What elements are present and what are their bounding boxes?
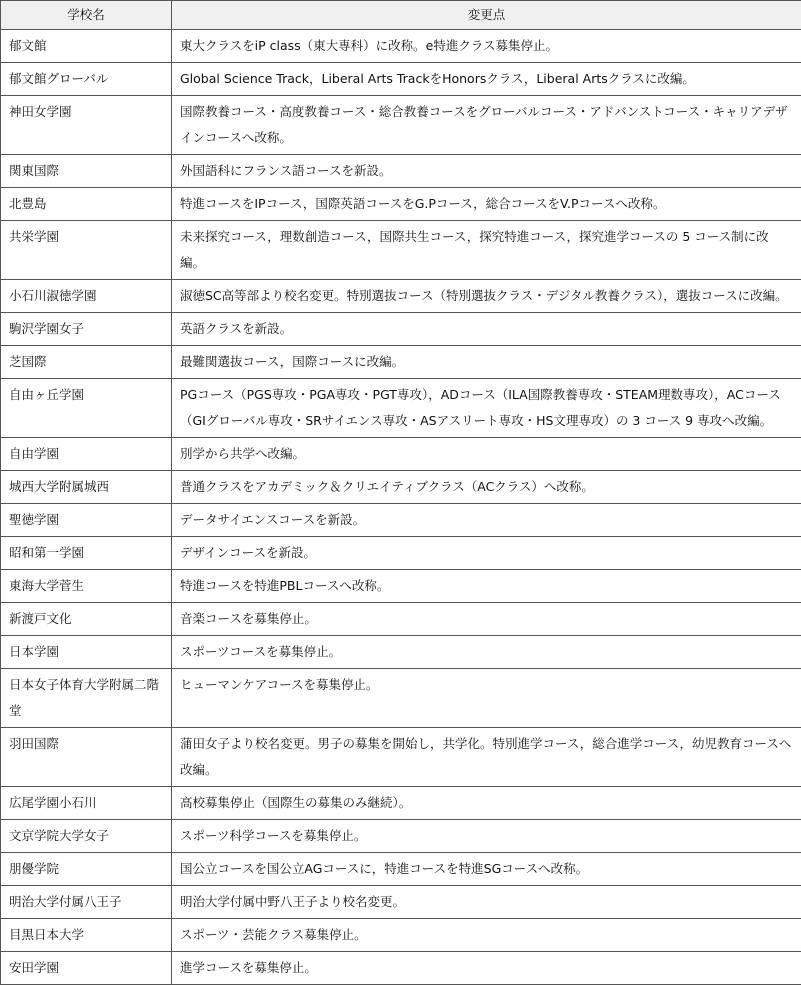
change-description: 明治大学付属中野八王子より校名変更。: [172, 886, 801, 919]
change-description: 進学コースを募集停止。: [172, 952, 801, 985]
table-row: [1, 853, 801, 886]
table-row: [1, 728, 801, 787]
table-row: [1, 280, 801, 313]
school-name: 目黒日本大学: [1, 919, 172, 952]
school-name: 昭和第一学園: [1, 537, 172, 570]
school-name: 芝国際: [1, 346, 172, 379]
table-row: [1, 221, 801, 280]
school-name: 朋優学院: [1, 853, 172, 886]
school-name: 郁文館: [1, 30, 172, 63]
change-description: データサイエンスコースを新設。: [172, 504, 801, 537]
change-description: 東大クラスをiP class（東大専科）に改称。e特進クラス募集停止。: [172, 30, 801, 63]
table-row: [1, 919, 801, 952]
table-row: [1, 96, 801, 155]
school-name: 新渡戸文化: [1, 603, 172, 636]
change-description: 未来探究コース，理数創造コース，国際共生コース，探究特進コース，探究進学コースの 5 コース制に改編。: [172, 221, 801, 280]
table-row: [1, 570, 801, 603]
table-row: [1, 886, 801, 919]
school-name: 小石川淑徳学園: [1, 280, 172, 313]
change-description: 淑徳SC高等部より校名変更。特別選抜コース（特別選抜クラス・デジタル教養クラス），選抜コースに改編。: [172, 280, 801, 313]
change-description: デザインコースを新設。: [172, 537, 801, 570]
change-description: 特進コースをIPコース，国際英語コースをG.Pコース，総合コースをV.Pコースへ改称。: [172, 188, 801, 221]
header-change: 変更点: [172, 1, 801, 30]
school-name: 自由ヶ丘学園: [1, 379, 172, 438]
school-name: 聖徳学園: [1, 504, 172, 537]
school-name: 文京学院大学女子: [1, 820, 172, 853]
school-name: 明治大学付属八王子: [1, 886, 172, 919]
school-name: 城西大学附属城西: [1, 471, 172, 504]
change-description: 特進コースを特進PBLコースへ改称。: [172, 570, 801, 603]
change-description: 国際教養コース・高度教養コース・総合教養コースをグローバルコース・アドバンストコース・キャリアデザインコースへ改称。: [172, 96, 801, 155]
school-name: 郁文館グローバル: [1, 63, 172, 96]
table-row: [1, 504, 801, 537]
table-row: [1, 63, 801, 96]
change-description: ヒューマンケアコースを募集停止。: [172, 669, 801, 728]
change-description: 高校募集停止（国際生の募集のみ継続）。: [172, 787, 801, 820]
school-name: 広尾学園小石川: [1, 787, 172, 820]
table-row: [1, 636, 801, 669]
table-row: [1, 787, 801, 820]
change-description: 蒲田女子より校名変更。男子の募集を開始し，共学化。特別進学コース，総合進学コース，幼児教育コースへ改編。: [172, 728, 801, 787]
school-name: 関東国際: [1, 155, 172, 188]
table-row: [1, 30, 801, 63]
table-row: [1, 952, 801, 985]
table-row: [1, 438, 801, 471]
table-row: [1, 820, 801, 853]
table-row: [1, 471, 801, 504]
school-name: 駒沢学園女子: [1, 313, 172, 346]
change-description: 普通クラスをアカデミック＆クリエイティブクラス（ACクラス）へ改称。: [172, 471, 801, 504]
table-row: [1, 313, 801, 346]
change-description: スポーツ・芸能クラス募集停止。: [172, 919, 801, 952]
change-description: 国公立コースを国公立AGコースに，特進コースを特進SGコースへ改称。: [172, 853, 801, 886]
table-row: [1, 603, 801, 636]
change-description: 別学から共学へ改編。: [172, 438, 801, 471]
change-description: 最難関選抜コース，国際コースに改編。: [172, 346, 801, 379]
school-name: 日本女子体育大学附属二階堂: [1, 669, 172, 728]
change-description: 外国語科にフランス語コースを新設。: [172, 155, 801, 188]
table-row: [1, 537, 801, 570]
school-name: 共栄学園: [1, 221, 172, 280]
school-name: 自由学園: [1, 438, 172, 471]
change-description: 英語クラスを新設。: [172, 313, 801, 346]
school-name: 日本学園: [1, 636, 172, 669]
change-description: スポーツコースを募集停止。: [172, 636, 801, 669]
table-row: [1, 669, 801, 728]
change-description: スポーツ科学コースを募集停止。: [172, 820, 801, 853]
school-name: 神田女学園: [1, 96, 172, 155]
table-row: [1, 188, 801, 221]
change-description: Global Science Track，Liberal Arts TrackをHonorsクラス，Liberal Artsクラスに改編。: [172, 63, 801, 96]
school-name: 安田学園: [1, 952, 172, 985]
school-name: 東海大学菅生: [1, 570, 172, 603]
school-name: 北豊島: [1, 188, 172, 221]
table-row: [1, 346, 801, 379]
school-name: 羽田国際: [1, 728, 172, 787]
header-row: [1, 1, 801, 30]
table-row: [1, 379, 801, 438]
table-row: [1, 155, 801, 188]
header-school: 学校名: [1, 1, 172, 30]
change-description: 音楽コースを募集停止。: [172, 603, 801, 636]
change-description: PGコース（PGS専攻・PGA専攻・PGT専攻），ADコース（ILA国際教養専攻・STEAM理数専攻），ACコース（GIグローバル専攻・SRサイエンス専攻・ASアスリート専攻・HS文理専攻）の 3 コース 9 専攻へ改編。: [172, 379, 801, 438]
